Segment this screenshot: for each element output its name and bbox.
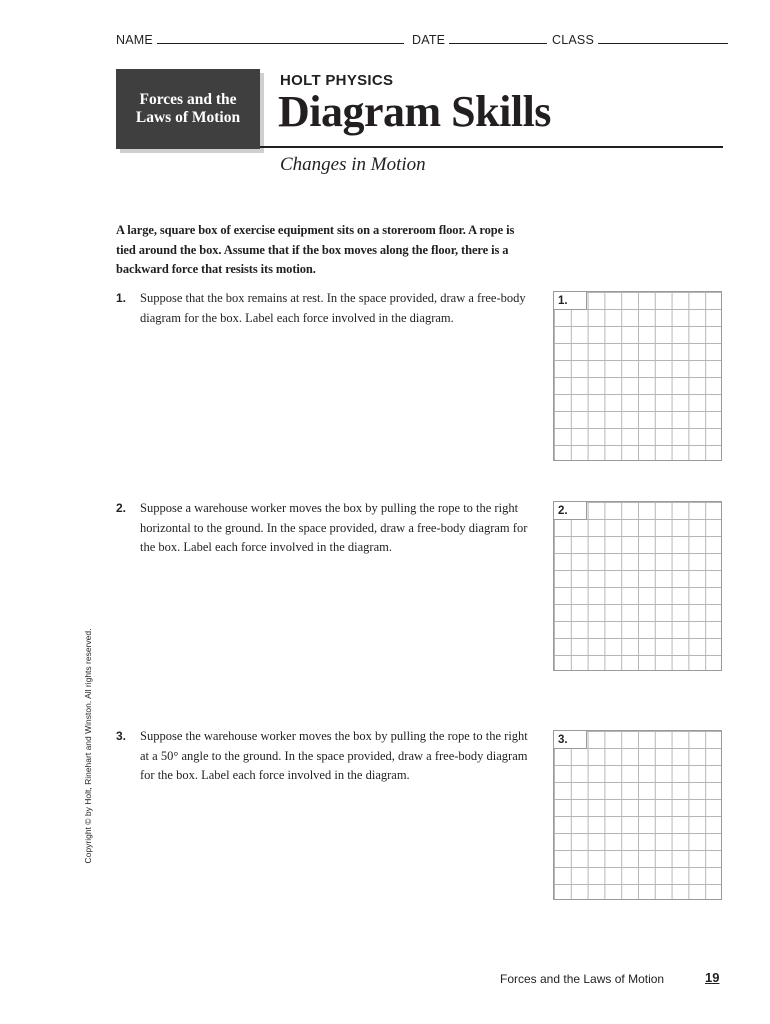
- intro-paragraph: A large, square box of exercise equipment sits on a storeroom floor. A rope is tied around the box. Assume that if the box moves along the floor, there is a backward force that resists its motion.: [116, 223, 515, 276]
- page-number: 19: [705, 970, 720, 985]
- question-1-text: Suppose that the box remains at rest. In the space provided, draw a free-body diagram for the box. Label each force involved in the diagram.: [140, 291, 526, 325]
- question-3-number: 3.: [116, 729, 127, 743]
- answer-grid-2-label: 2.: [554, 502, 587, 520]
- name-label: NAME: [116, 33, 153, 47]
- copyright-notice: Copyright © by Holt, Rinehart and Winston. All rights reserved.: [83, 628, 93, 864]
- question-3: [116, 727, 536, 786]
- unit-title-line-1: Forces and the: [139, 91, 237, 108]
- date-blank-line[interactable]: [449, 33, 547, 44]
- question-2-number: 2.: [116, 501, 127, 515]
- class-blank-line[interactable]: [598, 33, 728, 44]
- name-blank-line[interactable]: [157, 33, 404, 44]
- footer-chapter: Forces and the Laws of Motion: [500, 972, 665, 986]
- title-rule: [260, 146, 723, 148]
- question-2: [116, 499, 536, 558]
- answer-grid-1[interactable]: [553, 291, 722, 461]
- page-subtitle: Changes in Motion: [280, 154, 426, 175]
- answer-grid-1-label: 1.: [554, 292, 587, 310]
- answer-grid-3[interactable]: [553, 730, 722, 900]
- question-1: [116, 289, 536, 328]
- unit-title-box: [116, 69, 260, 149]
- question-3-text: Suppose the warehouse worker moves the box by pulling the rope to the right at a 50° angle to the ground. In the space provided, draw a free-body diagram for the box. Label each force involved in the diagram.: [140, 729, 528, 782]
- answer-grid-3-label: 3.: [554, 731, 587, 749]
- date-field[interactable]: [412, 33, 547, 47]
- question-1-number: 1.: [116, 291, 127, 305]
- class-label: CLASS: [552, 33, 594, 47]
- question-2-text: Suppose a warehouse worker moves the box by pulling the rope to the right horizontal to the ground. In the space provided, draw a free-body diagram for the box. Label each force involved in the diagram.: [140, 501, 528, 554]
- series-label: HOLT PHYSICS: [280, 72, 394, 89]
- page-title: Diagram Skills: [278, 87, 551, 136]
- class-field[interactable]: [552, 33, 728, 47]
- name-field[interactable]: [116, 33, 404, 47]
- unit-title-line-2: Laws of Motion: [135, 109, 241, 126]
- date-label: DATE: [412, 33, 446, 47]
- answer-grid-2[interactable]: [553, 501, 722, 671]
